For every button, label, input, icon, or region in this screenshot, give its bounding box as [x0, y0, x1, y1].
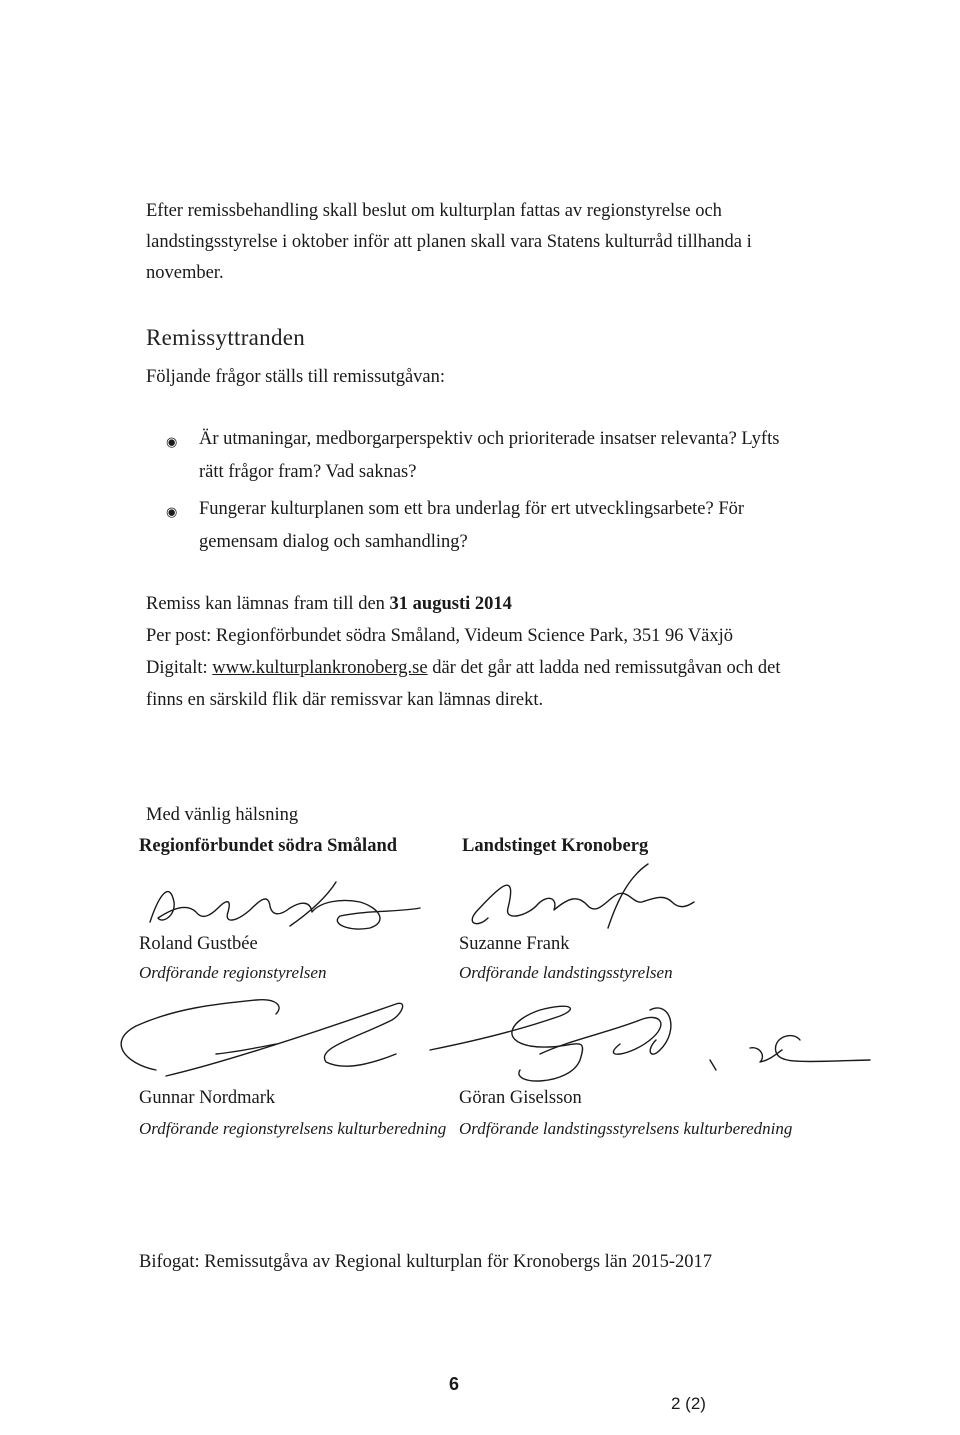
intro-line: november. — [146, 263, 224, 283]
signatory-role: Ordförande regionstyrelsen — [139, 963, 327, 982]
digital-suffix: där det går att ladda ned remissutgåvan och det — [427, 658, 781, 678]
digital-line-2: finns en särskild flik där remissvar kan lämnas direkt. — [146, 690, 544, 710]
intro-paragraph — [146, 196, 826, 289]
deadline-prefix: Remiss kan lämnas fram till den — [146, 594, 390, 614]
submission-info — [146, 588, 846, 716]
signature-gunnar-nordmark — [96, 992, 416, 1082]
intro-line: landstingsstyrelse i oktober inför att planen skall vara Statens kulturråd tillhanda i — [146, 232, 752, 252]
left-organization: Regionförbundet södra Småland — [139, 836, 398, 856]
attachment-note: Bifogat: Remissutgåva av Regional kulturplan för Kronobergs län 2015-2017 — [139, 1252, 713, 1272]
signatory-name: Göran Giselsson — [459, 1088, 582, 1108]
signatory-role: Ordförande landstingsstyrelsens kulturberedning — [459, 1119, 793, 1138]
bullet-text-line: gemensam dialog och samhandling? — [199, 532, 468, 552]
right-organization: Landstinget Kronoberg — [462, 836, 649, 856]
bullet-text-line: Är utmaningar, medborgarperspektiv och prioriterade insatser relevanta? Lyfts — [199, 429, 780, 449]
bullet-icon: ◉ — [166, 435, 178, 450]
digital-prefix: Digitalt: — [146, 658, 213, 678]
signature-goran-giselsson — [420, 990, 880, 1090]
page-number: 6 — [449, 1374, 460, 1394]
post-address: Per post: Regionförbundet södra Småland, Videum Science Park, 351 96 Växjö — [146, 626, 734, 646]
signatory-role: Ordförande regionstyrelsens kulturberedning — [139, 1119, 447, 1138]
bullet-icon: ◉ — [166, 505, 178, 520]
section-heading: Remissyttranden — [146, 325, 306, 350]
section-lead: Följande frågor ställs till remissutgåvan: — [146, 367, 446, 387]
signature-suzanne-frank — [458, 858, 698, 938]
website-link[interactable]: www.kulturplankronoberg.se — [212, 658, 428, 678]
bullet-text-line: Fungerar kulturplanen som ett bra underlag för ert utvecklingsarbete? För — [199, 499, 745, 519]
signatory-name: Roland Gustbée — [139, 934, 258, 954]
bullet-text-line: rätt frågor fram? Vad saknas? — [199, 462, 417, 482]
page-count: 2 (2) — [671, 1394, 706, 1413]
digital-line — [146, 652, 846, 684]
deadline-date: 31 augusti 2014 — [389, 594, 512, 614]
intro-line: Efter remissbehandling skall beslut om kulturplan fattas av regionstyrelse och — [146, 201, 722, 221]
greeting: Med vänlig hälsning — [146, 805, 299, 825]
signatory-role: Ordförande landstingsstyrelsen — [459, 963, 673, 982]
signature-roland-gustbee — [140, 872, 440, 942]
deadline-line — [146, 588, 846, 620]
signatory-name: Gunnar Nordmark — [139, 1088, 276, 1108]
signatory-name: Suzanne Frank — [459, 934, 570, 954]
